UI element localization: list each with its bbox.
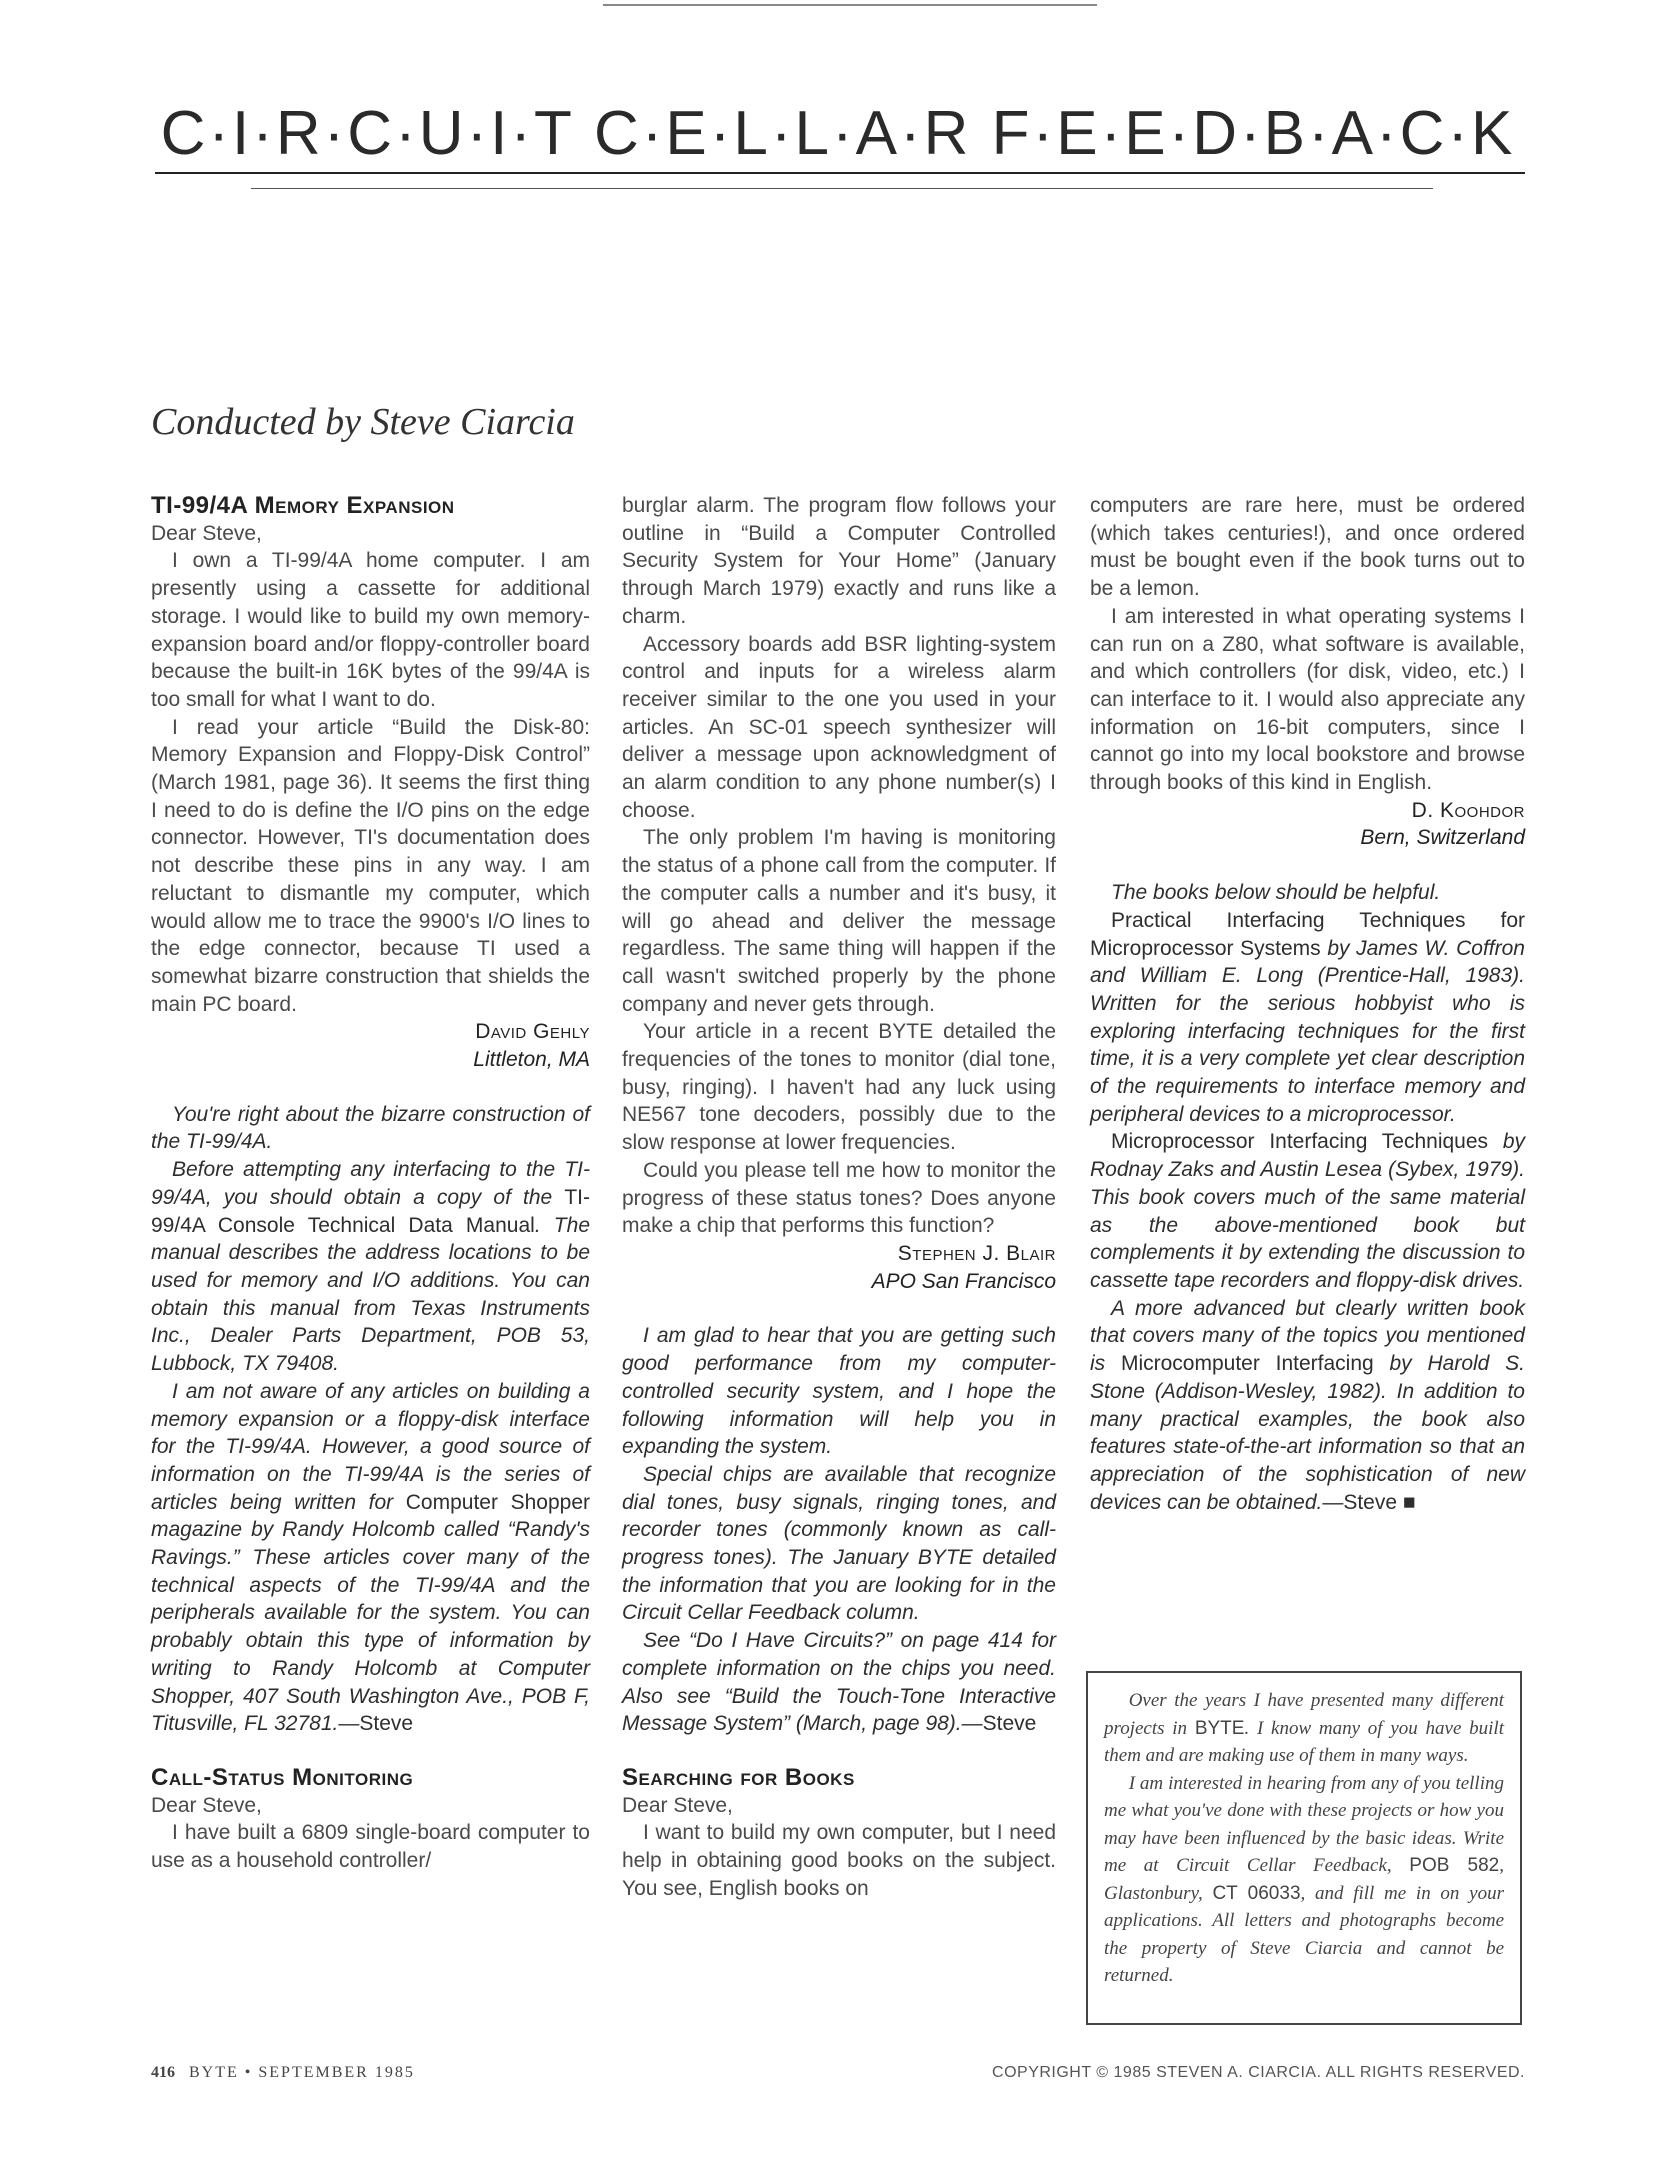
text-run: A more advanced but clearly written book that covers many of the topics you mentioned is — [1090, 1296, 1525, 1376]
signature-location: Littleton, MA — [473, 1048, 590, 1072]
reply-paragraph — [1090, 907, 1525, 1129]
signature-name: D. Koohdor — [1411, 798, 1525, 822]
text-run: by James W. Coffron and William E. Long (Prentice-Hall, 1983). Written for the serious hobbyist who is exploring interfacing techniques for the first time, it is a very complete yet clear description of the requirements to interface memory and peripheral devices to a microprocessor. — [1090, 936, 1525, 1126]
signature-location: Bern, Switzerland — [1360, 826, 1525, 850]
roman-text-run: Microcomputer Interfacing — [1120, 1352, 1374, 1376]
text-run: . I know many of you have built them and are making use of them in many ways. — [1104, 1717, 1504, 1766]
roman-text-run: —Steve ■ — [1322, 1490, 1416, 1514]
text-run: The books below should be helpful. — [1111, 881, 1441, 905]
roman-text-run: Practical Interfacing Techniques for Microprocessor Systems — [1090, 908, 1525, 960]
text-run: magazine by Randy Holcomb called “Randy's Ravings.” These articles cover many of the technical aspects of the TI-99/4A and the peripherals available for the system. You can probably obtain this type of information by writing to Randy Holcomb at Computer Shopper, 407 South Washington Ave., POB F, Titusville, FL 32781. — [151, 1518, 590, 1736]
text-run: See “Do I Have Circuits?” on page 414 for complete information on the chips you need. Also see “Build the Touch-Tone Interactive Message System” (March, page 98). — [622, 1629, 1056, 1736]
salutation: Dear Steve, — [151, 521, 262, 545]
reply-paragraph — [622, 1461, 1056, 1627]
editor-note-paragraph — [1104, 1687, 1504, 1770]
roman-text-run: —Steve — [338, 1712, 414, 1736]
letter-paragraph: I read your article “Build the Disk-80: Memory Expansion and Floppy-Disk Control” (March 1981, page 36). It seems the first thing I need to do is define the I/O pins on the edge connector. However, TI's documentation does not describe these pins in any way. I am reluctant to dismantle my computer, which would allow me to trace the 9900's I/O lines to the edge connector, because TI used a somewhat bizarre construction that shields the main PC board. — [151, 715, 590, 1016]
letter-paragraph: The only problem I'm having is monitoring the status of a phone call from the computer. If the computer calls a number and it's busy, it will go ahead and deliver the message regardless. The same thing will happen if the call wasn't switched properly by the phone company and never gets through. — [622, 826, 1056, 1016]
reply-paragraph — [151, 1156, 590, 1378]
page-title: C·I·R·C·U·I·T C·E·L·L·A·R F·E·E·D·B·A·C·K — [160, 99, 1516, 168]
text-run: , Glastonbury, — [1104, 1855, 1504, 1904]
text-run: Before attempting any interfacing to the TI-99/4A, you should obtain a copy of the — [151, 1158, 590, 1209]
text-run: I am interested in hearing from any of you telling me what you've done with these projects or how you may have been influenced by the basic ideas. Write me at Circuit Cellar Feedback, — [1104, 1772, 1504, 1876]
salutation: Dear Steve, — [622, 1793, 733, 1817]
copyright-notice: COPYRIGHT © 1985 STEVEN A. CIARCIA. ALL RIGHTS RESERVED. — [992, 2064, 1525, 2081]
letter-paragraph: Accessory boards add BSR lighting-system control and inputs for a wireless alarm receiver similar to the one you used in your articles. An SC-01 speech synthesizer will deliver a message upon acknowledgment of an alarm condition to any phone number(s) I choose. — [622, 632, 1056, 822]
title-rule — [155, 172, 1525, 174]
letter-paragraph: I am interested in what operating systems I can run on a Z80, what software is available, and which controllers (for disk, video, etc.) I can interface to it. I would also appreciate any information on 16-bit computers, since I cannot go into my local bookstore and browse through books of this kind in English. — [1090, 604, 1525, 795]
editor-note-paragraph — [1104, 1770, 1504, 1990]
text-run: , and fill me in on your applications. All letters and photographs become the property of Steve Ciarcia and cannot be returned. — [1104, 1882, 1504, 1986]
reply-paragraph — [1090, 1295, 1525, 1517]
letter-paragraph-continued: computers are rare here, must be ordered (which takes centuries!), and once ordered must be bought even if the book turns out to be a lemon. — [1090, 494, 1525, 601]
roman-text-run: Computer Shopper — [405, 1490, 590, 1514]
roman-text-run: POB 582 — [1409, 1855, 1500, 1876]
reply-paragraph — [1090, 879, 1525, 907]
title-subrule — [251, 188, 1433, 189]
text-run: by Harold S. Stone (Addison-Wesley, 1982). In addition to many practical examples, the book also features state-of-the-art information so that an appreciation of the sophistication of new devices can be obtained. — [1090, 1352, 1525, 1514]
reply-paragraph — [622, 1322, 1056, 1461]
footer-folio — [151, 2064, 415, 2082]
top-rule — [603, 4, 1097, 6]
signature-location: APO San Francisco — [871, 1269, 1056, 1293]
editor-note-box — [1086, 1671, 1522, 2025]
roman-text-run: CT 06033 — [1212, 1882, 1301, 1904]
column-2 — [622, 492, 1056, 1902]
reply-paragraph — [1090, 1128, 1525, 1294]
text-run: I am not aware of any articles on building a memory expansion or a floppy-disk interface for the TI-99/4A. However, a good source of information on the TI-99/4A is the series of articles being written for — [151, 1379, 590, 1514]
letter-paragraph: I want to build my own computer, but I need help in obtaining good books on the subject. You see, English books on — [622, 1821, 1056, 1900]
roman-text-run: —Steve — [961, 1712, 1037, 1736]
roman-text-run: TI-99/4A Console Technical Data Manual — [151, 1185, 590, 1237]
letter-paragraph-continued: burglar alarm. The program flow follows your outline in “Build a Computer Controlled Security System for Your Home” (January through March 1979) exactly and runs like a charm. — [622, 494, 1056, 628]
roman-text-run: BYTE — [1194, 1717, 1245, 1739]
reply-paragraph — [151, 1378, 590, 1738]
page-number: 416 — [151, 2064, 175, 2081]
section-heading: Call-Status Monitoring — [151, 1763, 414, 1791]
column-1 — [151, 492, 590, 1875]
section-heading: Searching for Books — [622, 1763, 855, 1791]
letter-paragraph: Your article in a recent BYTE detailed the frequencies of the tones to monitor (dial tone, busy, ringing). I haven't had any luck using NE567 tone decoders, possibly due to the slow response at lower frequencies. — [622, 1020, 1056, 1155]
letter-paragraph: I own a TI-99/4A home computer. I am presently using a cassette for additional storage. I would like to build my own memory-expansion board and/or floppy-controller board because the built-in 16K bytes of the 99/4A is too small for what I want to do. — [151, 549, 590, 711]
signature-name: David Gehly — [475, 1020, 590, 1044]
reply-paragraph — [151, 1101, 590, 1156]
issue-label: BYTE • SEPTEMBER 1985 — [189, 2064, 415, 2081]
text-run: Special chips are available that recognize dial tones, busy signals, ringing tones, and recorder tones (commonly known as call-progress tones). The January BYTE detailed the information that you are looking for in the Circuit Cellar Feedback column. — [622, 1462, 1056, 1625]
byline: Conducted by Steve Ciarcia — [151, 401, 575, 443]
letter-paragraph: I have built a 6809 single-board computer to use as a household controller/ — [151, 1821, 590, 1873]
text-run: Over the years I have presented many different projects in — [1104, 1690, 1504, 1739]
reply-paragraph — [622, 1627, 1056, 1738]
salutation: Dear Steve, — [151, 1793, 262, 1817]
text-run: . The manual describes the address locations to be used for memory and I/O additions. You can obtain this manual from Texas Instruments Inc., Dealer Parts Department, POB 53, Lubbock, TX 79408. — [151, 1213, 590, 1376]
column-3 — [1090, 492, 1525, 1516]
signature-name: Stephen J. Blair — [897, 1241, 1056, 1265]
section-heading: TI-99/4A Memory Expansion — [151, 492, 455, 519]
text-run: You're right about the bizarre construction of the TI-99/4A. — [151, 1102, 590, 1154]
roman-text-run: Microprocessor Interfacing Techniques — [1111, 1130, 1489, 1154]
text-run: I am glad to hear that you are getting such good performance from my computer-controlled security system, and I hope the following information will help you in expanding the system. — [622, 1324, 1056, 1459]
letter-paragraph: Could you please tell me how to monitor the progress of these status tones? Does anyone make a chip that performs this function? — [622, 1158, 1056, 1238]
text-run: by Rodnay Zaks and Austin Lesea (Sybex, 1979). This book covers much of the same material as the above-mentioned book but complements it by extending the discussion to cassette tape recorders and floppy-disk drives. — [1090, 1130, 1525, 1292]
